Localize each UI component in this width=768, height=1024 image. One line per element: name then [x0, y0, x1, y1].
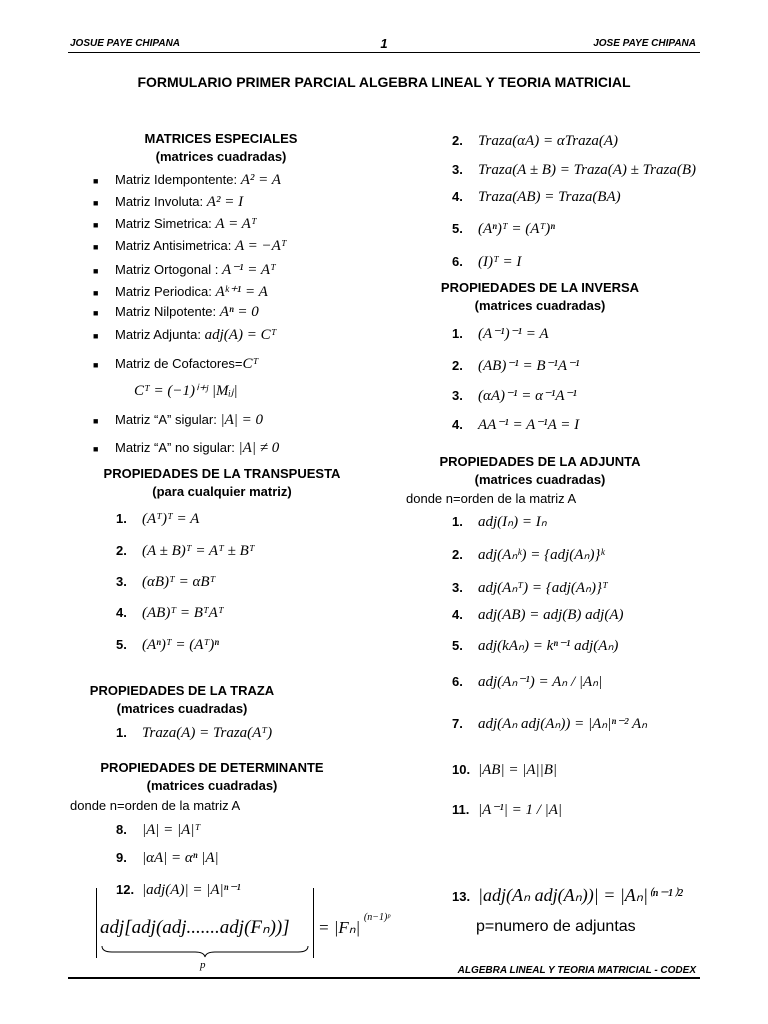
list-item: 4. (AB)ᵀ = BᵀAᵀ: [116, 605, 224, 621]
list-item: 6. (I)ᵀ = I: [452, 254, 522, 270]
footer-text: ALGEBRA LINEAL Y TEORIA MATRICIAL - CODEX: [457, 965, 696, 976]
list-item: ■ Matriz Involuta: A² = I: [93, 194, 244, 210]
list-item: 2. (AB)⁻¹ = B⁻¹A⁻¹: [452, 358, 580, 374]
sec-title: PROPIEDADES DE LA TRANSPUESTA: [103, 466, 341, 481]
sec-matrices-especiales-heading: [96, 130, 346, 166]
bullet-icon: ■: [93, 307, 99, 318]
header-rule: [68, 52, 700, 53]
nested-adjugate-rhs: = |Fₙ| $^{(n-1)ᵖ}$: [318, 911, 391, 937]
bullet-icon: ■: [93, 287, 99, 298]
p-note: p=numero de adjuntas: [476, 918, 636, 935]
underbrace-label: p: [200, 959, 206, 971]
bullet-icon: ■: [93, 359, 99, 370]
bullet-icon: ■: [93, 443, 99, 454]
sec-subtitle: (matrices cuadradas): [474, 472, 606, 487]
list-item: 4. adj(AB) = adj(B) adj(A): [452, 607, 624, 623]
sec-title: PROPIEDADES DE LA TRAZA: [89, 683, 275, 698]
list-item: 3. (αA)⁻¹ = α⁻¹A⁻¹: [452, 388, 577, 404]
list-item: ■ Matriz Adjunta: adj(A) = Cᵀ: [93, 327, 277, 343]
sec-subtitle: (matrices cuadradas): [155, 149, 287, 164]
list-item: 4. AA⁻¹ = A⁻¹A = I: [452, 417, 580, 433]
sec-subtitle: (para cualquier matriz): [152, 484, 292, 499]
list-item: 2. (A ± B)ᵀ = Aᵀ ± Bᵀ: [116, 543, 255, 559]
nested-adjugate-formula: adj[adj(adj.......adj(Fₙ))]: [100, 917, 290, 938]
bullet-icon: ■: [93, 197, 99, 208]
list-item: 3. Traza(A ± B) = Traza(A) ± Traza(B): [452, 162, 697, 178]
list-item: 8. |A| = |A|ᵀ: [116, 822, 201, 838]
underbrace-icon: [100, 944, 310, 958]
sec-subtitle: (matrices cuadradas): [474, 298, 606, 313]
bullet-icon: ■: [93, 415, 99, 426]
sec-title: PROPIEDADES DE LA ADJUNTA: [439, 454, 641, 469]
list-item: 1. Traza(A) = Traza(Aᵀ): [116, 725, 273, 741]
list-item: ■ Matriz Nilpotente: Aⁿ = 0: [93, 304, 259, 320]
page-title: FORMULARIO PRIMER PARCIAL ALGEBRA LINEAL Y TEORIA MATRICIAL: [137, 74, 631, 90]
list-item: 7. adj(Aₙ adj(Aₙ)) = |Aₙ|ⁿ⁻² Aₙ: [452, 716, 648, 732]
bullet-icon: ■: [93, 330, 99, 341]
list-item: ■ Matriz Antisimetrica: A = −Aᵀ: [93, 238, 287, 254]
list-item: ■ Matriz Periodica: Aᵏ⁺¹ = A: [93, 284, 268, 300]
header-author-right: JOSE PAYE CHIPANA: [593, 38, 696, 49]
sec-subtitle: (matrices cuadradas): [116, 701, 248, 716]
sec-note: donde n=orden de la matriz A: [70, 798, 241, 813]
list-item: ■ Matriz Simetrica: A = Aᵀ: [93, 216, 257, 232]
list-item: 9. |αA| = αⁿ |A|: [116, 850, 219, 866]
bullet-icon: ■: [93, 175, 99, 186]
sec-inversa-heading: [420, 279, 660, 315]
list-item: ■ Matriz Ortogonal : A⁻¹ = Aᵀ: [93, 262, 276, 278]
list-item: 3. adj(Aₙᵀ) = {adj(Aₙ)}ᵀ: [452, 580, 608, 596]
list-item: 2. Traza(αA) = αTraza(A): [452, 133, 619, 149]
sec-transpuesta-heading: [82, 465, 362, 501]
bullet-icon: ■: [93, 241, 99, 252]
list-item: 4. Traza(AB) = Traza(BA): [452, 189, 621, 205]
list-item: 5. (Aⁿ)ᵀ = (Aᵀ)ⁿ: [116, 637, 219, 653]
list-item: 1. adj(Iₙ) = Iₙ: [452, 514, 547, 530]
list-item: 1. (A⁻¹)⁻¹ = A: [452, 326, 549, 342]
list-item: 11. |A⁻¹| = 1 / |A|: [452, 802, 563, 818]
header-author-left: JOSUE PAYE CHIPANA: [70, 38, 181, 49]
list-item: 5. (Aⁿ)ᵀ = (Aᵀ)ⁿ: [452, 221, 555, 237]
list-item: ■ Matriz Idempontente: A² = A: [93, 172, 281, 188]
list-item: 10. |AB| = |A||B|: [452, 762, 558, 778]
list-item: 2. adj(Aₙᵏ) = {adj(Aₙ)}ᵏ: [452, 547, 605, 563]
sec-determinante-heading: [82, 759, 342, 795]
sec-adjunta-heading: [420, 453, 660, 489]
sec-title: PROPIEDADES DE DETERMINANTE: [100, 760, 324, 775]
list-item: 12. |adj(A)| = |A|ⁿ⁻¹: [116, 882, 241, 898]
list-item: 1. (Aᵀ)ᵀ = A: [116, 511, 200, 527]
list-item: 13. |adj(Aₙ adj(Aₙ))| = |Aₙ|⁽ⁿ⁻¹⁾²: [452, 885, 683, 905]
list-item: ■ Matriz “A” no sigular: |A| ≠ 0: [93, 440, 280, 456]
sec-title: PROPIEDADES DE LA INVERSA: [440, 280, 640, 295]
list-item: 6. adj(Aₙ⁻¹) = Aₙ / |Aₙ|: [452, 674, 603, 690]
sec-traza-heading: [82, 682, 282, 718]
list-item: ■ Matriz de Cofactores=Cᵀ: [93, 356, 259, 372]
list-item: 3. (αB)ᵀ = αBᵀ: [116, 574, 216, 590]
bullet-icon: ■: [93, 219, 99, 230]
list-item: ■ Matriz “A” sigular: |A| = 0: [93, 412, 264, 428]
bullet-icon: ■: [93, 265, 99, 276]
page-number: 1: [380, 36, 388, 51]
list-item: 5. adj(kAₙ) = kⁿ⁻¹ adj(Aₙ): [452, 638, 619, 654]
sec-note: donde n=orden de la matriz A: [406, 491, 577, 506]
sec-subtitle: (matrices cuadradas): [146, 778, 278, 793]
cofactor-formula: Cᵀ = (−1)ⁱ⁺ʲ |Mᵢⱼ|: [134, 383, 238, 399]
footer-rule: [68, 977, 700, 979]
sec-title: MATRICES ESPECIALES: [144, 131, 298, 146]
